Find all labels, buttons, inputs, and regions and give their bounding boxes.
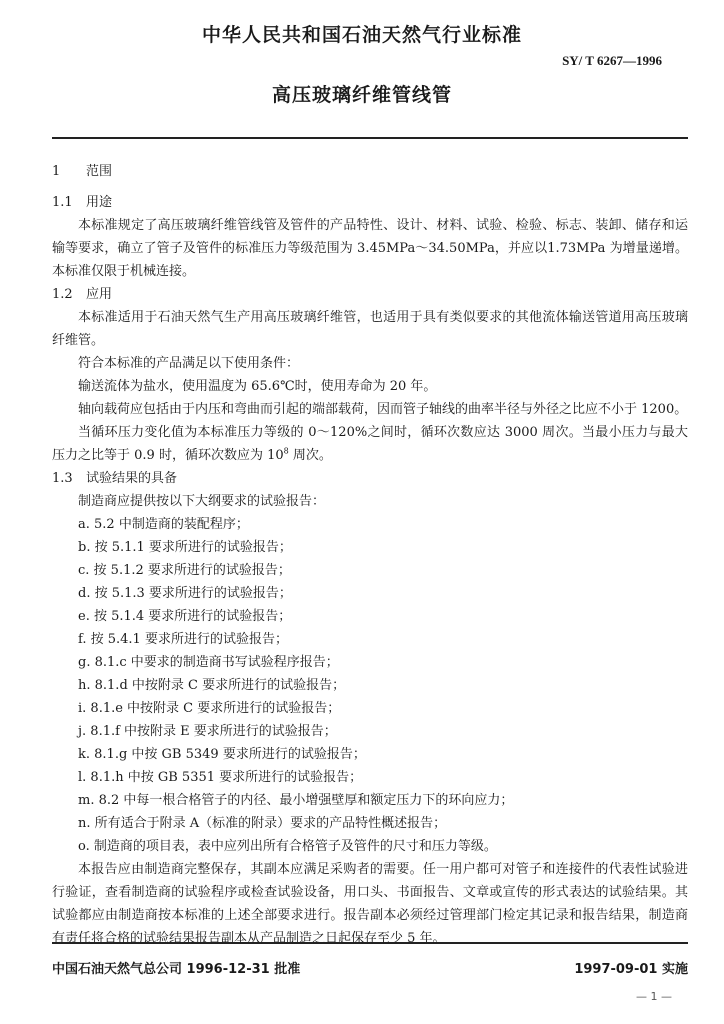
list-item: m. 8.2 中每一根合格管子的内径、最小增强壁厚和额定压力下的环向应力； bbox=[78, 793, 514, 808]
document-body bbox=[52, 160, 688, 950]
paragraph-text: 当循环压力变化值为本标准压力等级的 0～120%之间时，循环次数应达 3000 周次。当最小压力与最大压力之比等于 0.9 时，循环次数应为 10 bbox=[52, 425, 688, 463]
section-title: 用途 bbox=[86, 195, 113, 210]
paragraph-text: 周次。 bbox=[288, 448, 332, 463]
paragraph bbox=[52, 421, 688, 467]
list-item: a. 5.2 中制造商的装配程序； bbox=[78, 517, 249, 532]
section-title: 范围 bbox=[86, 164, 113, 179]
list-item: e. 按 5.1.4 要求所进行的试验报告； bbox=[78, 609, 292, 624]
paragraph: 本标准规定了高压玻璃纤维管线管及管件的产品特性、设计、材料、试验、检验、标志、装卸、储存和运输等要求，确立了管子及管件的标准压力等级范围为 3.45MPa～34.50MPa，并应以1.73MPa 为增量递增。本标准仅限于机械连接。 bbox=[52, 218, 688, 279]
section-1-1-heading bbox=[52, 191, 688, 214]
paragraph: 本报告应由制造商完整保存，其副本应满足采购者的需要。任一用户都可对管子和连接件的代表性试验进行验证，查看制造商的试验程序或检查试验设备，用口头、书面报告、文章或宣传的形式表达的试验结果。其试验都应由制造商按本标准的上述全部要求进行。报告副本必须经过管理部门检定其记录和报告结果，制造商有责任将合格的试验结果报告副本从产品制造之日起保存至少 5 年。 bbox=[52, 862, 688, 946]
section-title: 试验结果的具备 bbox=[86, 471, 178, 486]
bottom-divider bbox=[52, 942, 688, 944]
standard-org-title: 中华人民共和国石油天然气行业标准 bbox=[201, 24, 522, 46]
section-1-2-heading bbox=[52, 283, 688, 306]
list-item: c. 按 5.1.2 要求所进行的试验报告； bbox=[78, 563, 291, 578]
list-item: h. 8.1.d 中按附录 C 要求所进行的试验报告； bbox=[78, 678, 346, 693]
list-item: l. 8.1.h 中按 GB 5351 要求所进行的试验报告； bbox=[78, 770, 363, 785]
list-item: n. 所有适合于附录 A（标准的附录）要求的产品特性概述报告； bbox=[78, 816, 447, 831]
section-number: 1.2 bbox=[52, 287, 73, 302]
section-number: 1.1 bbox=[52, 195, 73, 210]
section-number: 1.3 bbox=[52, 471, 73, 486]
section-title: 应用 bbox=[86, 287, 113, 302]
approval-line: 中国石油天然气总公司 1996-12-31 批准 bbox=[52, 962, 301, 977]
section-1-3-heading bbox=[52, 467, 688, 490]
list-item: o. 制造商的项目表，表中应列出所有合格管子及管件的尺寸和压力等级。 bbox=[78, 839, 497, 854]
section-1-heading bbox=[52, 160, 688, 183]
paragraph: 制造商应提供按以下大纲要求的试验报告： bbox=[78, 494, 326, 509]
list-item: f. 按 5.4.1 要求所进行的试验报告； bbox=[78, 632, 288, 647]
effective-date: 1997-09-01 实施 bbox=[574, 962, 688, 977]
paragraph: 轴向载荷应包括由于内压和弯曲而引起的端部载荷，因而管子轴线的曲率半径与外径之比应不小于 1200。 bbox=[78, 402, 688, 417]
paragraph: 符合本标准的产品满足以下使用条件： bbox=[78, 356, 300, 371]
top-divider bbox=[52, 137, 688, 139]
list-item: i. 8.1.e 中按附录 C 要求所进行的试验报告； bbox=[78, 701, 341, 716]
list-item: d. 按 5.1.3 要求所进行的试验报告； bbox=[78, 586, 292, 601]
standard-number: SY/ T 6267—1996 bbox=[562, 53, 662, 68]
list-item: g. 8.1.c 中要求的制造商书写试验程序报告； bbox=[78, 655, 339, 670]
paragraph: 本标准适用于石油天然气生产用高压玻璃纤维管，也适用于具有类似要求的其他流体输送管道用高压玻璃纤维管。 bbox=[52, 310, 688, 348]
document-title: 高压玻璃纤维管线管 bbox=[271, 84, 452, 106]
list-item: k. 8.1.g 中按 GB 5349 要求所进行的试验报告； bbox=[78, 747, 366, 762]
section-number: 1 bbox=[52, 164, 61, 179]
page-number: — 1 — bbox=[636, 990, 672, 1003]
list-item: j. 8.1.f 中按附录 E 要求所进行的试验报告； bbox=[78, 724, 337, 739]
list-item: b. 按 5.1.1 要求所进行的试验报告； bbox=[78, 540, 292, 555]
paragraph: 输送流体为盐水，使用温度为 65.6℃时，使用寿命为 20 年。 bbox=[78, 379, 437, 394]
superscript: 8 bbox=[283, 446, 289, 456]
